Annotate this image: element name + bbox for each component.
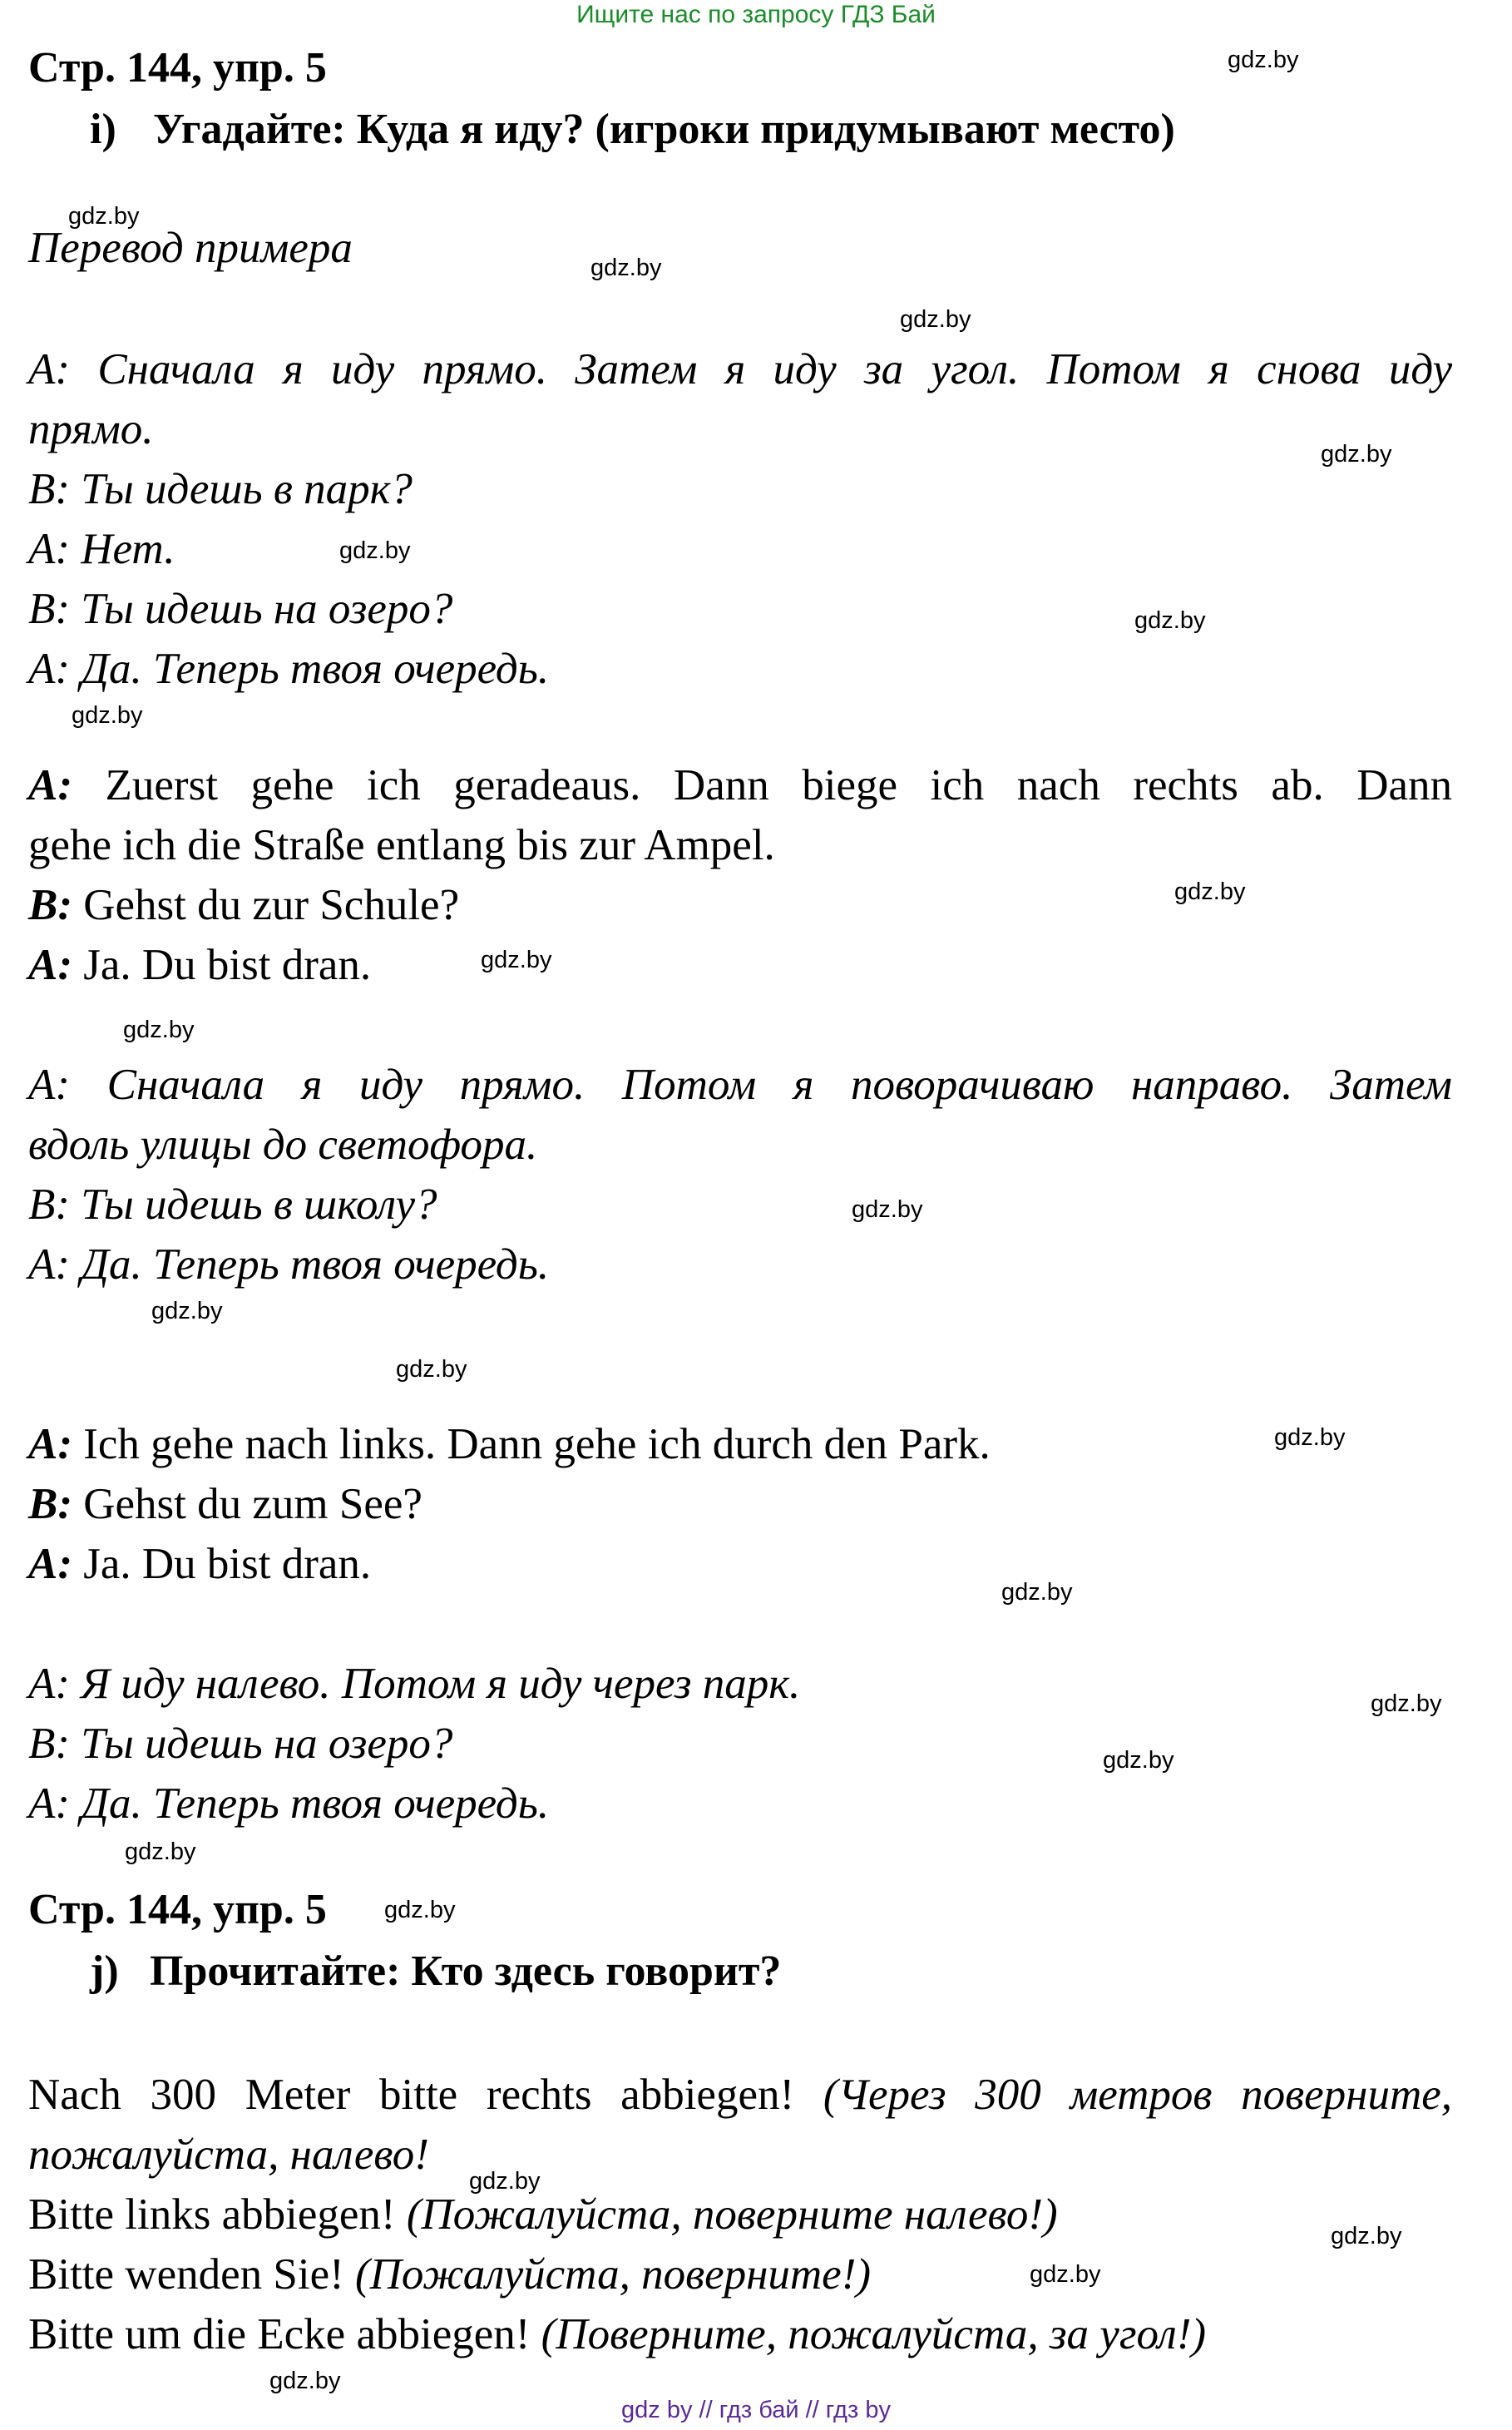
watermark: gdz.by (339, 537, 411, 564)
phrase-translation: (Поверните, пожалуйста, за угол!) (541, 2310, 1207, 2358)
dialog-text: Ich gehe nach links. Dann gehe ich durch den Park. (83, 1420, 991, 1468)
phrase-translation: пожалуйста, налево! (28, 2131, 429, 2179)
dialog-text: Ja. Du bist dran. (83, 1540, 372, 1588)
watermark: gdz.by (1228, 47, 1299, 73)
page-heading: Стр. 144, упр. 5 (28, 44, 327, 92)
translation-line: А: Сначала я иду прямо. Потом я поворачиваю направо. Затем (28, 1061, 1452, 1109)
translation-line: В: Ты идешь в школу? (28, 1180, 437, 1229)
watermark: gdz.by (481, 947, 552, 973)
watermark: gdz.by (1274, 1424, 1346, 1451)
watermark: gdz.by (900, 306, 971, 333)
dialog-text: Gehst du zum See? (83, 1480, 422, 1528)
watermark: gdz.by (1001, 1579, 1073, 1606)
watermark: gdz.by (1321, 441, 1392, 468)
example-line: В: Ты идешь в парк? (28, 465, 413, 513)
dialog-line (28, 875, 459, 935)
translation-line: А: Я иду налево. Потом я иду через парк. (28, 1660, 801, 1708)
translation-line: В: Ты идешь на озеро? (28, 1720, 453, 1768)
top-banner: Ищите нас по запросу ГДЗ Бай (576, 1, 936, 28)
task-title: Угадайте: Куда я иду? (игроки придумывают место) (153, 106, 1175, 153)
watermark: gdz.by (1331, 2223, 1402, 2249)
watermark: gdz.by (125, 1839, 196, 1865)
translation-title: Перевод примера (28, 224, 353, 272)
watermark: gdz.by (1030, 2261, 1101, 2288)
phrase-german: Bitte links abbiegen! (28, 2190, 396, 2239)
speaker-label: A: (28, 1420, 72, 1468)
example-line: А: Нет. (28, 525, 175, 573)
watermark: gdz.by (396, 1356, 467, 1383)
task-label-2: j) (90, 1947, 119, 1995)
phrase-line (28, 2304, 1206, 2364)
watermark: gdz.by (1174, 878, 1246, 905)
dialog-text: Ja. Du bist dran. (83, 941, 372, 989)
task-title-2: Прочитайте: Кто здесь говорит? (150, 1947, 782, 1995)
speaker-label: A: (28, 941, 72, 989)
example-line: А: Сначала я иду прямо. Затем я иду за угол. Потом я снова иду (28, 345, 1452, 393)
translation-line: А: Да. Теперь твоя очередь. (28, 1779, 550, 1828)
watermark: gdz.by (68, 203, 140, 230)
translation-line: вдоль улицы до светофора. (28, 1121, 538, 1169)
dialog-line (28, 1474, 422, 1534)
watermark: gdz.by (72, 702, 143, 729)
watermark: gdz.by (151, 1298, 223, 1324)
phrase-translation: (Пожалуйста, поверните!) (355, 2250, 872, 2299)
phrase-translation: (Через 300 метров поверните, (823, 2071, 1452, 2119)
speaker-label: B: (28, 881, 72, 929)
task-label: i) (90, 106, 116, 153)
page-heading-2: Стр. 144, упр. 5 (28, 1886, 327, 1933)
footer: gdz by // гдз бай // гдз by (621, 2397, 891, 2423)
watermark: gdz.by (1134, 607, 1206, 634)
speaker-label: A: (28, 1540, 72, 1588)
watermark: gdz.by (590, 255, 662, 281)
phrase-translation: (Пожалуйста, поверните налево!) (406, 2190, 1058, 2239)
watermark: gdz.by (852, 1196, 923, 1223)
dialog-line: gehe ich die Straße entlang bis zur Ampel. (28, 821, 775, 869)
phrase-german: Nach 300 Meter bitte rechts abbiegen! (28, 2071, 795, 2119)
watermark: gdz.by (469, 2168, 541, 2195)
dialog-line (28, 935, 371, 995)
phrase-german: Bitte um die Ecke abbiegen! (28, 2310, 531, 2358)
watermark: gdz.by (269, 2368, 341, 2394)
phrase-line (28, 2244, 871, 2304)
phrase-line (28, 2065, 1452, 2125)
example-line: А: Да. Теперь твоя очередь. (28, 645, 550, 693)
watermark: gdz.by (123, 1017, 195, 1043)
watermark: gdz.by (1371, 1690, 1442, 1717)
example-line: В: Ты идешь на озеро? (28, 585, 453, 633)
dialog-text: Gehst du zur Schule? (83, 881, 460, 929)
dialog-line (28, 755, 1452, 815)
example-line: прямо. (28, 405, 154, 453)
dialog-line (28, 1414, 991, 1474)
speaker-label: A: (28, 761, 72, 809)
dialog-line (28, 1534, 371, 1594)
phrase-german: Bitte wenden Sie! (28, 2250, 344, 2299)
phrase-line (28, 2185, 1058, 2244)
watermark: gdz.by (1103, 1747, 1174, 1774)
translation-line: А: Да. Теперь твоя очередь. (28, 1240, 550, 1289)
speaker-label: B: (28, 1480, 72, 1528)
watermark: gdz.by (384, 1897, 456, 1923)
dialog-text: Zuerst gehe ich geradeaus. Dann biege ich nach rechts ab. Dann (105, 761, 1453, 809)
